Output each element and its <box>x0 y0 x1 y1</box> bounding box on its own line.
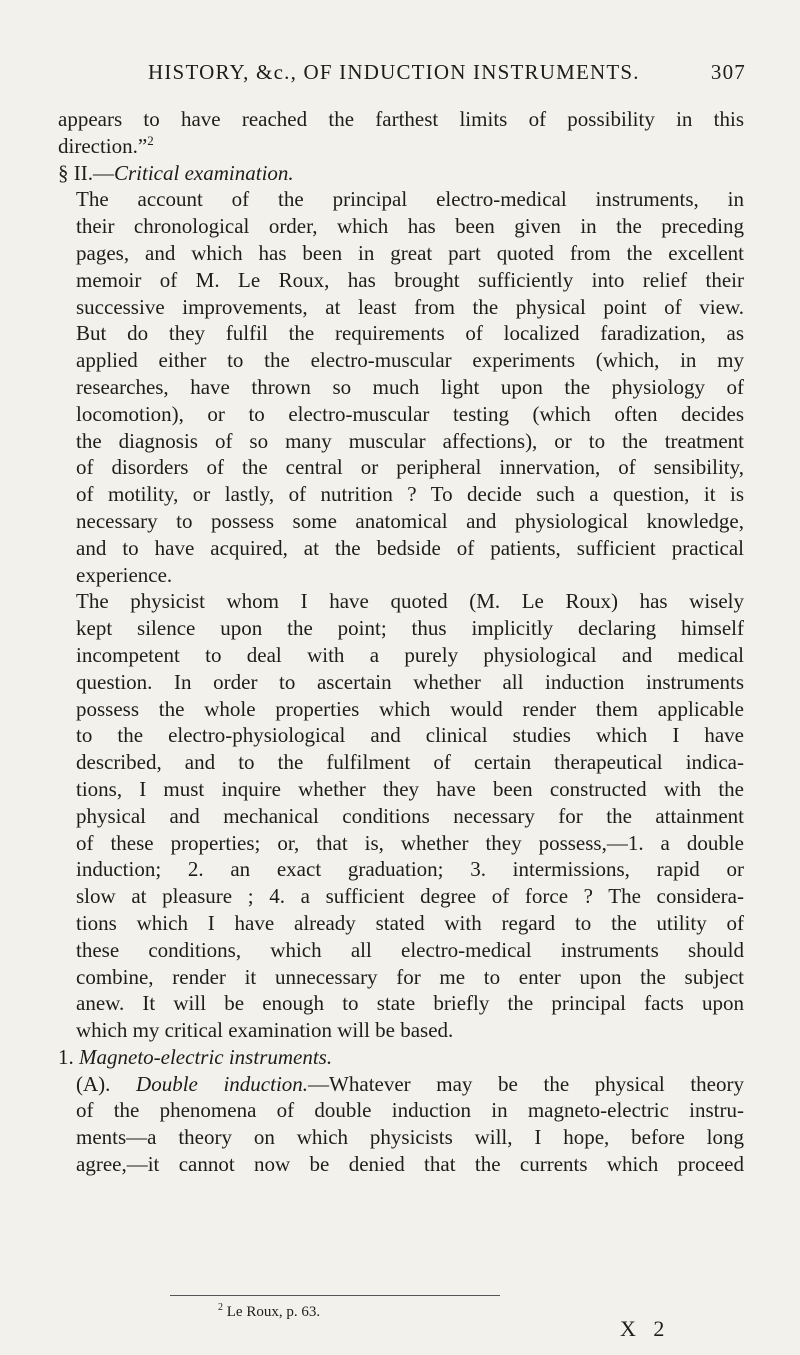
text-line: necessary to possess some anatomical and physiological knowledge, <box>76 508 744 533</box>
subsection-heading <box>58 1044 744 1071</box>
text-line: induction; 2. an exact graduation; 3. intermissions, rapid or <box>76 857 744 882</box>
text-line: their chronological order, which has been given in the preceding <box>76 214 744 239</box>
text-line: experience. <box>76 562 173 587</box>
footnote-text: Le Roux, p. 63. <box>226 1304 321 1320</box>
text-line: But do they fulfil the requirements of localized faradization, as <box>76 321 744 346</box>
text-fragment: direction.” <box>58 133 148 158</box>
text-line: appears to have reached the farthest limits of possibility in this <box>58 107 744 131</box>
text-line: possess the whole properties which would render them applicable <box>76 696 744 721</box>
text-line: physical and mechanical conditions necessary for the attainment <box>76 803 744 828</box>
item-label: (A). <box>76 1071 111 1096</box>
text-line: question. In order to ascertain whether all induction instruments <box>76 669 744 694</box>
text-line <box>58 133 744 160</box>
footnote-rule <box>170 1295 500 1296</box>
text-line: of the phenomena of double induction in magneto-electric instru- <box>76 1098 744 1123</box>
section-title: Critical examination. <box>114 160 294 185</box>
paragraph-2 <box>58 588 744 1044</box>
text-line: slow at pleasure ; 4. a sufficient degree of force ? The considera- <box>76 884 744 909</box>
footnote <box>218 1304 320 1321</box>
body-text <box>58 106 744 1178</box>
text-line: The physicist whom I have quoted (M. Le Roux) has wisely <box>76 589 744 614</box>
text-line: tions, I must inquire whether they have been constructed with the <box>76 776 744 801</box>
item-title: Double induction. <box>136 1071 309 1096</box>
text-line: tions which I have already stated with regard to the utility of <box>76 910 744 935</box>
subsection-number: 1. <box>58 1044 74 1069</box>
text-line: which my critical examination will be based. <box>76 1018 454 1043</box>
signature-mark: X 2 <box>620 1316 671 1341</box>
text-line: incompetent to deal with a purely physiological and medical <box>76 642 744 667</box>
text-line: successive improvements, at least from the physical point of view. <box>76 294 744 319</box>
running-header <box>148 60 746 94</box>
text-line: researches, have thrown so much light upon the physiology of <box>76 374 744 399</box>
text-line: these conditions, which all electro-medical instruments should <box>76 937 744 962</box>
text-line: the diagnosis of so many muscular affections), or to the treatment <box>76 428 744 453</box>
text-line: ments—a theory on which physicists will, I hope, before long <box>76 1125 744 1150</box>
text-line: to the electro-physiological and clinical studies which I have <box>76 723 744 748</box>
page-number: 307 <box>710 60 746 84</box>
text-line: memoir of M. Le Roux, has brought sufficiently into relief their <box>76 267 744 292</box>
text-line: of these properties; or, that is, whether they possess,—1. a double <box>76 830 744 855</box>
text-line: applied either to the electro-muscular experiments (which, in my <box>76 348 744 373</box>
paragraph-3 <box>58 1071 744 1178</box>
text-line: locomotion), or to electro-muscular testing (which often decides <box>76 401 744 426</box>
opening-paragraph <box>58 106 744 160</box>
running-title: HISTORY, &c., OF INDUCTION INSTRUMENTS. <box>148 60 640 84</box>
text-line: combine, render it unnecessary for me to enter upon the subject <box>76 964 744 989</box>
text-line: of motility, or lastly, of nutrition ? To decide such a question, it is <box>76 482 744 507</box>
text-line: pages, and which has been in great part quoted from the excellent <box>76 240 744 265</box>
section-heading <box>58 160 744 187</box>
text-line: The account of the principal electro-medical instruments, in <box>76 187 744 212</box>
footnote-ref: 2 <box>147 132 154 148</box>
text-fragment: —Whatever may be the physical theory <box>308 1071 745 1096</box>
paragraph-1 <box>58 186 744 588</box>
text-line: of disorders of the central or peripheral innervation, of sensibility, <box>76 455 744 480</box>
text-line <box>58 1071 744 1098</box>
subsection-title: Magneto-electric instruments. <box>79 1044 333 1069</box>
text-line: described, and to the fulfilment of certain therapeutical indica- <box>76 750 744 775</box>
text-line: kept silence upon the point; thus implicitly declaring himself <box>76 616 744 641</box>
footnote-marker: 2 <box>218 1302 223 1313</box>
text-line: anew. It will be enough to state briefly the principal facts upon <box>76 991 744 1016</box>
section-number: § II.— <box>58 160 114 185</box>
text-line: and to have acquired, at the bedside of patients, sufficient practical <box>76 535 744 560</box>
text-line: agree,—it cannot now be denied that the currents which proceed <box>76 1152 744 1177</box>
